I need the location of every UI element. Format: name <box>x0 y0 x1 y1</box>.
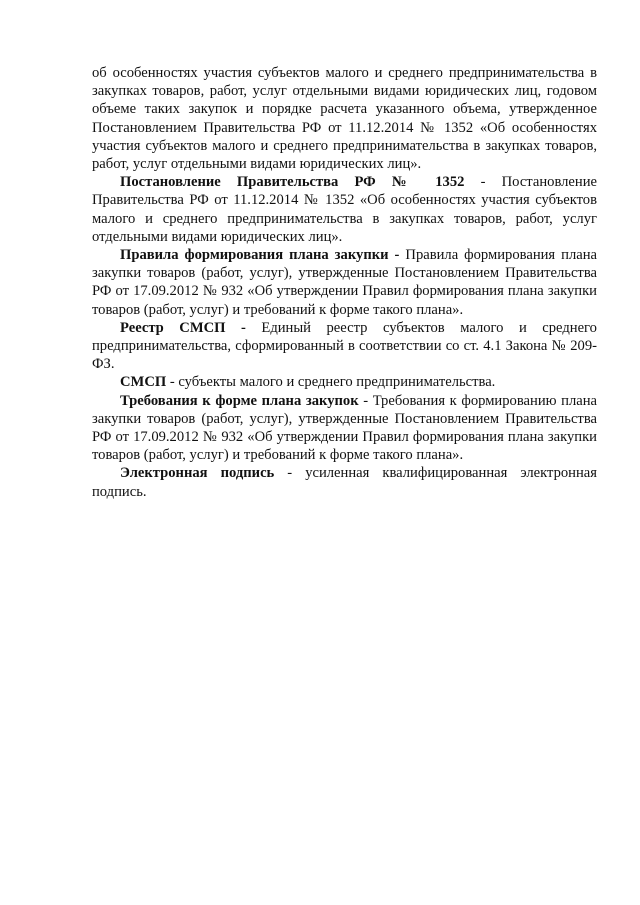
document-body <box>92 64 597 501</box>
definition-text: - субъекты малого и среднего предпринимательства. <box>166 374 496 391</box>
definition-term: Постановление Правительства РФ № 1352 <box>120 174 465 191</box>
definition-term: Правила формирования плана закупки - <box>120 247 400 264</box>
definition-trebovaniya-k-forme <box>92 392 597 465</box>
definition-smsp <box>92 373 597 391</box>
definition-elektronnaya-podpis <box>92 464 597 500</box>
definition-text: - Требования к формированию плана закупки товаров (работ, услуг), утвержденные Постановлением Правительства РФ от 17.09.2012 № 932 «Об утверждении Правил формирования плана закупки товаров (работ, услуг) и требований к форме такого плана». <box>92 392 597 464</box>
paragraph-text: об особенностях участия субъектов малого и среднего предпринимательства в закупках товаров, работ, услуг отдельными видами юридических лиц, годовом объеме таких закупок и порядке расчета указанного объема, утвержденное Постановлением Правительства РФ от 11.12.2014 № 1352 «Об особенностях участия субъектов малого и среднего предпринимательства в закупках товаров, работ, услуг отдельными видами юридических лиц». <box>92 65 597 173</box>
definition-term: СМСП <box>120 374 167 391</box>
definition-text: - усиленная квалифицированная электронная подпись. <box>92 465 597 500</box>
definition-text: - Постановление Правительства РФ от 11.12.2014 № 1352 «Об особенностях участия субъектов малого и среднего предпринимательства в закупках товаров, работ, услуг отдельными видами юридических лиц». <box>92 174 598 245</box>
definition-postanovlenie-1352 <box>92 173 597 246</box>
definition-term: Реестр СМСП - <box>120 319 246 336</box>
definition-reestr-smsp <box>92 319 597 374</box>
paragraph-continuation <box>92 64 597 173</box>
definition-text: Правила формирования плана закупки товаров (работ, услуг), утвержденные Постановлением Правительства РФ от 17.09.2012 № 932 «Об утверждении Правил формирования плана закупки товаров (работ, услуг) и требований к форме такого плана». <box>92 247 597 318</box>
definition-text: Единый реестр субъектов малого и среднего предпринимательства, сформированный в соответствии со ст. 4.1 Закона № 209-ФЗ. <box>92 319 597 373</box>
definition-term: Электронная подпись <box>120 465 275 482</box>
definition-pravila-formirovaniya <box>92 246 597 319</box>
definition-term: Требования к форме плана закупок <box>120 392 359 409</box>
